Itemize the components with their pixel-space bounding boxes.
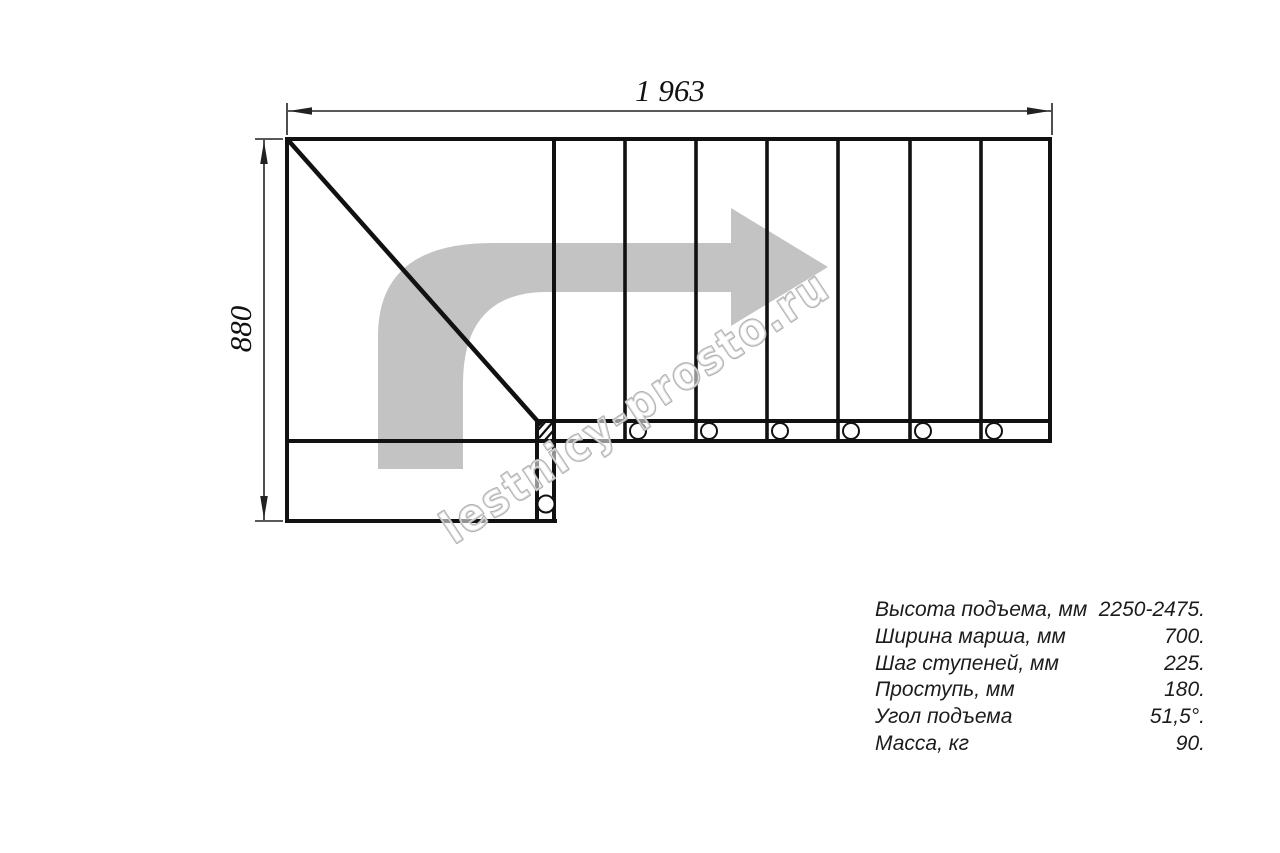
- spec-row-flight-width: [875, 624, 1205, 651]
- dimensions: [255, 103, 1052, 521]
- spec-row-mass: [875, 731, 1205, 758]
- spec-label: Высота подъема, мм: [875, 598, 1088, 621]
- spec-value: 51,5°.: [1149, 705, 1205, 729]
- arrowhead-right: [1027, 107, 1050, 115]
- spec-value: 700.: [1164, 624, 1205, 648]
- spec-label: Проступь, мм: [875, 678, 1015, 702]
- watermark-text: lestnicy-prosto.ru: [430, 230, 883, 555]
- spec-label: Масса, кг: [875, 731, 970, 755]
- spec-row-step-pitch: [875, 651, 1205, 678]
- spec-label: Шаг ступеней, мм: [875, 651, 1059, 675]
- spec-row-rise-height: [875, 597, 1205, 624]
- spec-row-tread-depth: [875, 677, 1205, 704]
- arrowhead-down: [260, 496, 268, 519]
- bolt-hole-circle: [915, 423, 931, 439]
- spec-value: 225.: [1164, 651, 1205, 675]
- bolt-hole-circle: [772, 423, 788, 439]
- bolt-hole-circle: [701, 423, 717, 439]
- spec-label: Угол подъема: [875, 705, 1013, 729]
- bolt-hole-circle: [843, 423, 859, 439]
- arrowhead-left: [289, 107, 312, 115]
- width-dimension-label: 1 963: [635, 73, 705, 108]
- spec-value: 2250-2475.: [1098, 598, 1205, 621]
- bolt-hole-circle: [986, 423, 1002, 439]
- height-dimension-label: 880: [223, 305, 258, 353]
- spec-value: 90.: [1175, 731, 1205, 755]
- spec-value: 180.: [1164, 678, 1205, 702]
- spec-label: Ширина марша, мм: [875, 624, 1066, 648]
- arrowhead-up: [260, 141, 268, 164]
- spec-row-climb-angle: [875, 704, 1205, 731]
- spec-table: [875, 597, 1205, 758]
